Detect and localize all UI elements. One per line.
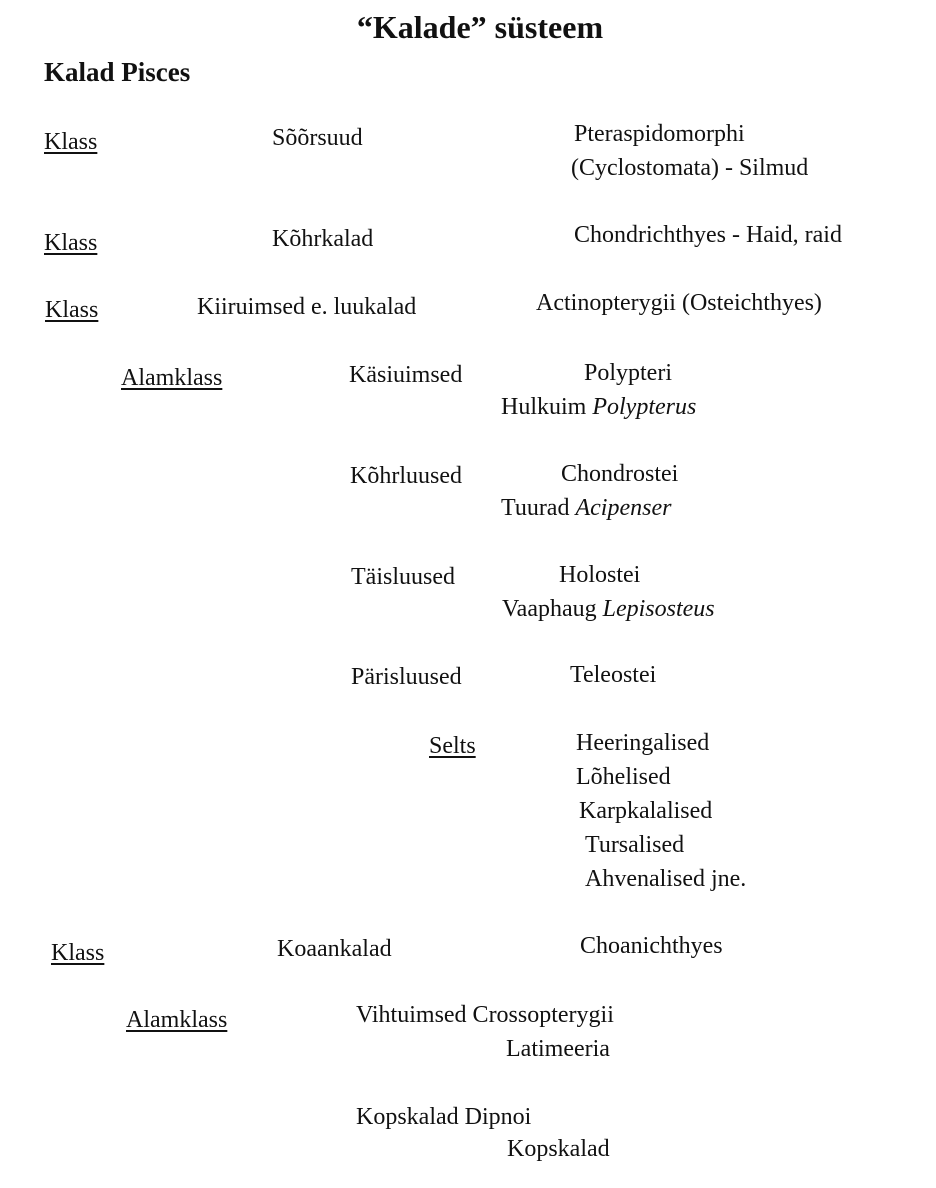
- order-item: Karpkalalised: [579, 798, 713, 824]
- taxon-example-vihtuimsed: Latimeeria: [506, 1036, 610, 1062]
- genus-acipenser: Acipenser: [575, 495, 672, 521]
- rank-label-klass: Klass: [44, 129, 98, 155]
- order-item: Tursalised: [585, 832, 685, 858]
- order-item: Ahvenalised jne.: [585, 866, 747, 892]
- taxon-latin-kohrluused: Chondrostei: [561, 461, 679, 487]
- taxon-latin-kohrkalad: Chondrichthyes - Haid, raid: [574, 222, 842, 248]
- taxon-latin-soorsuud-line2: (Cyclostomata) - Silmud: [571, 155, 809, 181]
- taxon-example-taisluused: Vaaphaug Lepisosteus: [502, 596, 715, 622]
- taxon-example-kohrluused: Tuurad Acipenser: [501, 495, 672, 521]
- taxon-example-kopskalad: Kopskalad: [507, 1136, 610, 1162]
- taxon-name-koaankalad: Koaankalad: [277, 936, 392, 962]
- taxon-name-kasiuimsed: Käsiuimsed: [349, 362, 463, 388]
- rank-label-klass: Klass: [51, 940, 105, 966]
- taxon-example-kasiuimsed: Hulkuim Polypterus: [501, 394, 697, 420]
- taxon-latin-koaankalad: Choanichthyes: [580, 933, 723, 959]
- rank-label-alamklass: Alamklass: [121, 365, 223, 391]
- genus-lepisosteus: Lepisosteus: [602, 596, 715, 622]
- genus-polypterus: Polypterus: [592, 394, 697, 420]
- rank-label-alamklass: Alamklass: [126, 1007, 228, 1033]
- taxon-name-taisluused: Täisluused: [351, 564, 455, 590]
- taxon-name-soorsuud: Sõõrsuud: [272, 125, 363, 151]
- taxon-latin-kasiuimsed: Polypteri: [584, 360, 672, 386]
- taxon-name-vihtuimsed: Vihtuimsed Crossopterygii: [356, 1002, 614, 1028]
- taxon-name-kiiruimsed: Kiiruimsed e. luukalad: [197, 294, 417, 320]
- taxon-name-kohrluused: Kõhrluused: [350, 463, 462, 489]
- rank-label-selts: Selts: [429, 733, 476, 759]
- taxon-latin-taisluused: Holostei: [559, 562, 641, 588]
- taxon-name-kopskalad: Kopskalad Dipnoi: [356, 1104, 532, 1130]
- rank-label-klass: Klass: [45, 297, 99, 323]
- taxon-name-kohrkalad: Kõhrkalad: [272, 226, 374, 252]
- page-subtitle: Kalad Pisces: [44, 57, 191, 87]
- taxon-latin-kiiruimsed: Actinopterygii (Osteichthyes): [536, 290, 822, 316]
- order-item: Lõhelised: [576, 764, 671, 790]
- taxon-name-parisluused: Pärisluused: [351, 664, 462, 690]
- taxon-latin-parisluused: Teleostei: [570, 662, 657, 688]
- page-title: “Kalade” süsteem: [356, 9, 604, 45]
- taxon-latin-soorsuud: Pteraspidomorphi: [574, 121, 745, 147]
- order-item: Heeringalised: [576, 730, 710, 756]
- rank-label-klass: Klass: [44, 230, 98, 256]
